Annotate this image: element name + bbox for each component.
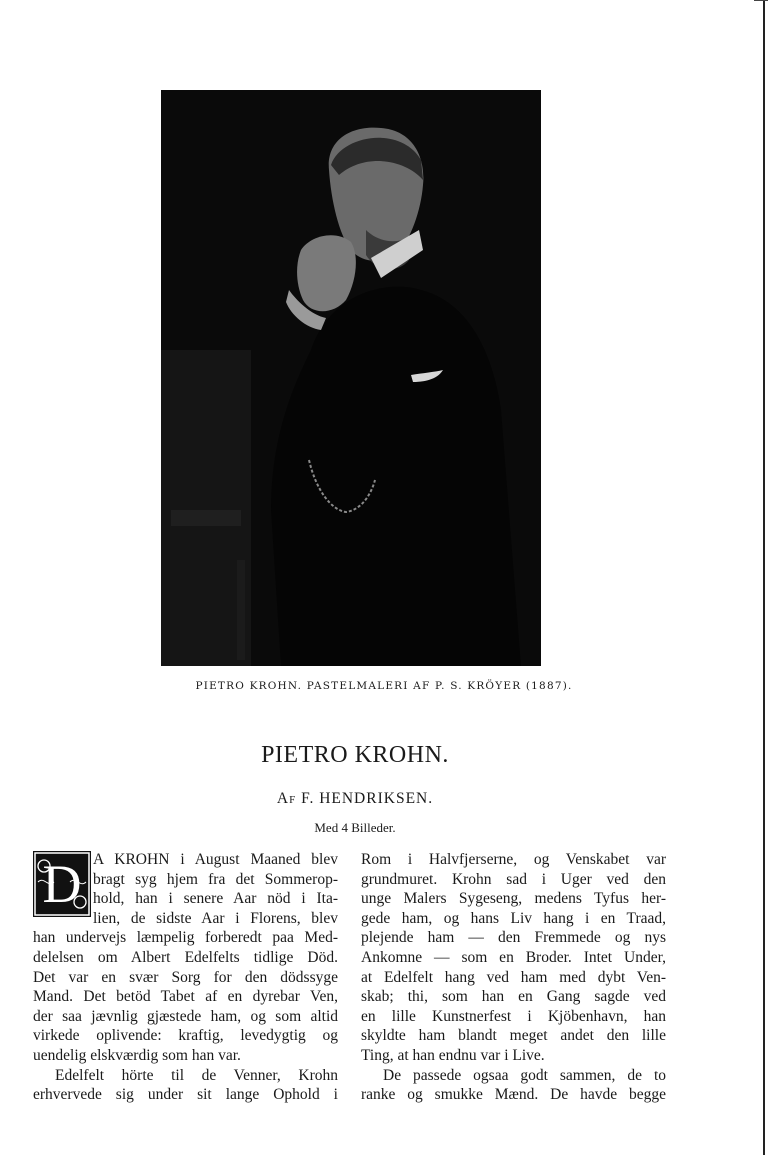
text-line: unge Malers Sygeseng, medens Tyfus her- <box>361 890 666 908</box>
text-line: en lille Kunstnerfest i Kjöbenhavn, han <box>361 1007 666 1025</box>
left-column <box>33 850 338 1105</box>
photo-caption: PIETRO KROHN. PASTELMALERI AF P. S. KRÖYER (1887). <box>195 680 573 692</box>
article-author: Af F. HENDRIKSEN. <box>276 790 434 807</box>
text-line: Rom i Halvfjerserne, og Venskabet var <box>361 851 666 868</box>
text-line: Mand. Det betöd Tabet af en dyrebar Ven, <box>33 988 338 1006</box>
text-line: erhvervede sig under sit lange Ophold i <box>33 1086 338 1104</box>
text-line: Edelfelt hörte til de Venner, Krohn <box>55 1066 338 1084</box>
text-line: ranke og smukke Mænd. De havde begge <box>361 1086 666 1104</box>
text-line: at Edelfelt hang ved ham med dybt Ven- <box>361 968 666 986</box>
page-edge <box>763 0 765 1155</box>
text-line: gede ham, og hans Liv hang i en Traad, <box>361 909 666 927</box>
text-line: bragt syg hjem fra det Sommerop- <box>93 870 338 888</box>
text-line: uendelig elskværdig som han var. <box>33 1046 241 1064</box>
text-line: lien, de sidste Aar i Florens, blev <box>93 909 338 927</box>
article-title: PIETRO KROHN. <box>261 742 449 768</box>
portrait-photo <box>161 90 541 666</box>
text-line: grundmuret. Krohn sad i Uger ved den <box>361 870 666 888</box>
text-line: skab; thi, som han en Gang sagde ved <box>361 988 666 1006</box>
dropcap-letter: D <box>42 854 82 914</box>
text-line: De passede ogsaa godt sammen, de to <box>383 1066 666 1084</box>
page-edge-corner <box>754 0 768 1</box>
text-line: han undervejs læmpelig forberedt paa Med- <box>33 929 338 947</box>
text-line: hold, han i senere Aar nöd i Ita- <box>93 890 338 908</box>
text-line: Ankomne — som en Broder. Intet Under, <box>361 948 666 966</box>
text-line: Ting, at han endnu var i Live. <box>361 1046 545 1064</box>
portrait-photo-icon <box>161 90 541 666</box>
text-line: der saa jævnlig gjæstede ham, og som altid <box>33 1007 338 1025</box>
text-line: plejende ham — den Fremmede og nys <box>361 929 666 947</box>
article-subtitle: Med 4 Billeder. <box>314 820 396 835</box>
text-line: delelsen om Albert Edelfelts tidlige Död. <box>33 948 338 966</box>
text-line: Det var en svær Sorg for den dödssyge <box>33 968 338 986</box>
text-line: virkede oplivende: kraftig, levedygtig og <box>33 1027 338 1045</box>
right-column <box>361 850 666 1105</box>
text-line: A KROHN i August Maaned blev <box>93 851 338 868</box>
text-line: skyldte ham blandt meget andet den lille <box>361 1027 666 1045</box>
